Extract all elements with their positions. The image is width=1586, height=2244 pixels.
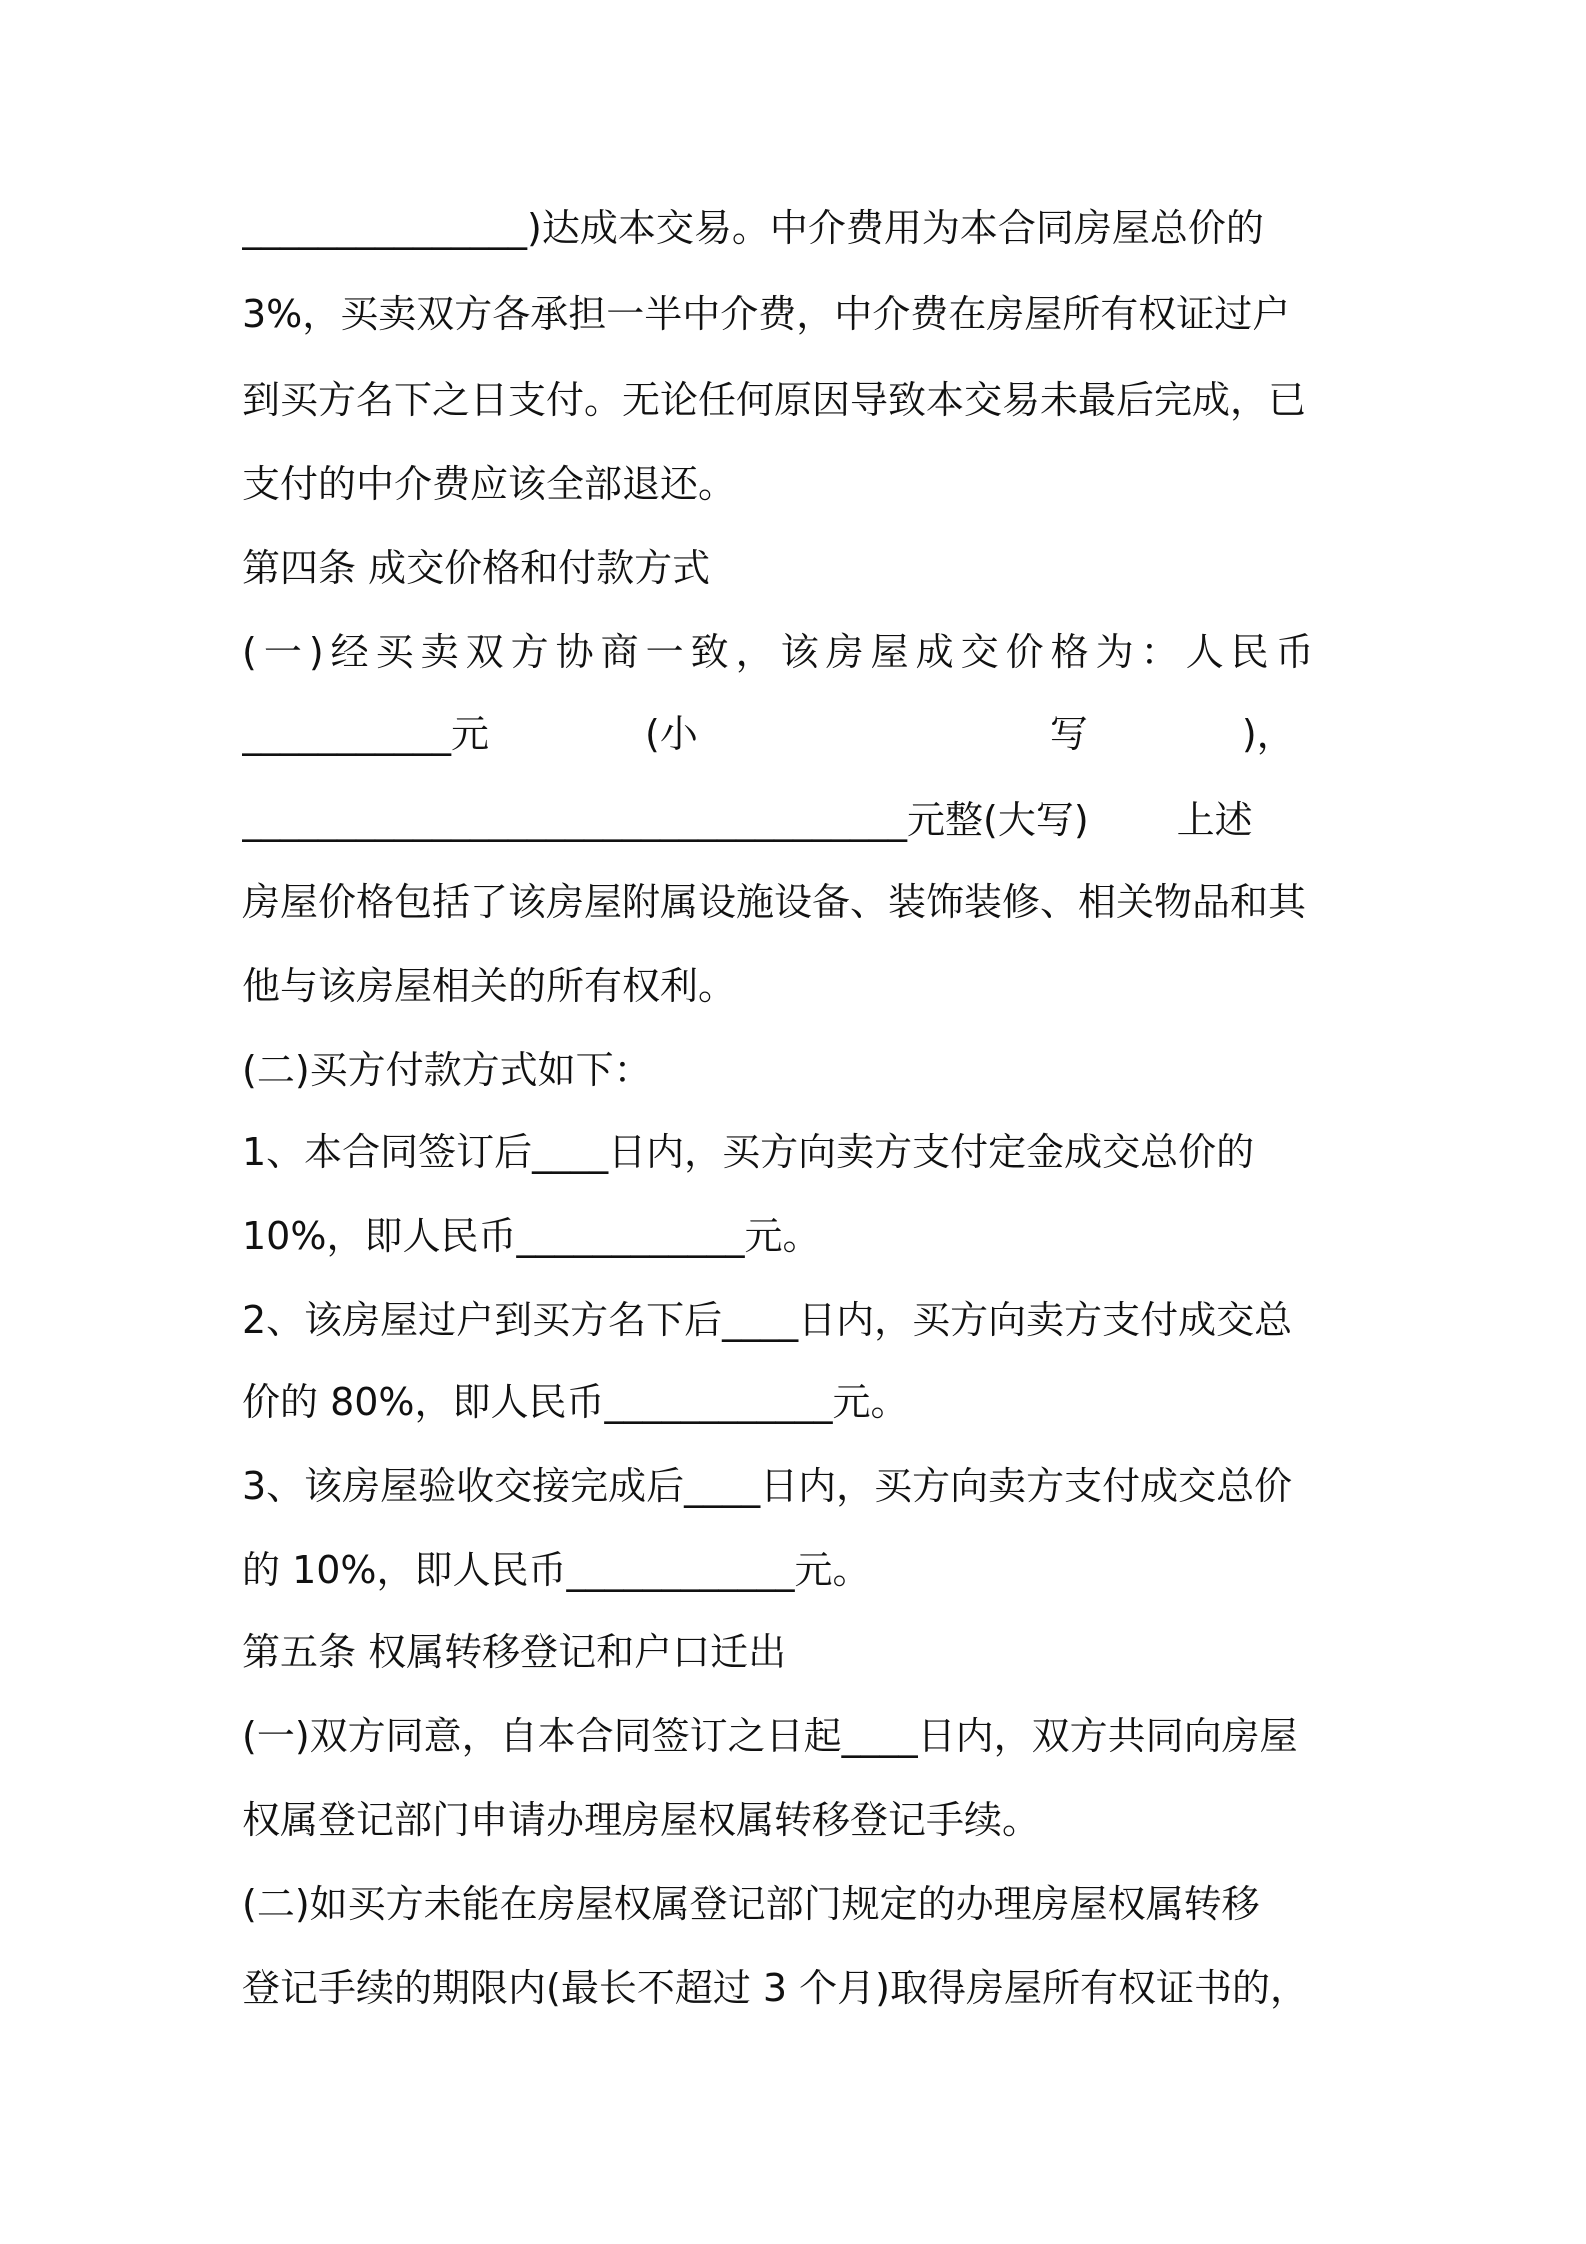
price-small-open: (小 xyxy=(645,712,698,756)
price-small-close: )， xyxy=(1241,712,1295,756)
payment-item-2-line-1: 2、该房屋过户到买方名下后____日内，买方向卖方支付成交总 xyxy=(242,1298,1293,1342)
text-line-2: 3%，买卖双方各承担一半中介费，中介费在房屋所有权证过户 xyxy=(242,292,1291,336)
payment-method-heading: (二)买方付款方式如下： xyxy=(242,1048,652,1092)
agency-blank: _______________ xyxy=(242,206,527,250)
text-line-3: 到买方名下之日支付。无论任何原因导致本交易未最后完成，已 xyxy=(242,378,1307,422)
text-line-4: 支付的中介费应该全部退还。 xyxy=(242,462,737,506)
price-paragraph-line-4: 房屋价格包括了该房屋附属设施设备、装饰装修、相关物品和其 xyxy=(242,880,1307,924)
payment-item-1-line-2: 10%，即人民币____________元。 xyxy=(242,1214,821,1258)
transfer-paragraph-2-line-2: 登记手续的期限内(最长不超过 3 个月)取得房屋所有权证书的， xyxy=(242,1966,1308,2010)
payment-item-1-line-1: 1、本合同签订后____日内，买方向卖方支付定金成交总价的 xyxy=(242,1130,1255,1174)
payment-item-3-line-1: 3、该房屋验收交接完成后____日内，买方向卖方支付成交总价 xyxy=(242,1464,1293,1508)
article-4-heading: 第四条 成交价格和付款方式 xyxy=(242,546,711,590)
price-capital-blank: ___________________________________ xyxy=(242,798,907,842)
payment-item-2-line-2: 价的 80%，即人民币____________元。 xyxy=(242,1380,909,1424)
price-yuan-label: 元 xyxy=(451,712,490,756)
text-line-1 xyxy=(242,198,1360,258)
payment-item-3-line-2: 的 10%，即人民币____________元。 xyxy=(242,1548,871,1592)
article-5-heading: 第五条 权属转移登记和户口迁出 xyxy=(242,1630,787,1674)
transfer-paragraph-1-line-2: 权属登记部门申请办理房屋权属转移登记手续。 xyxy=(242,1798,1041,1842)
price-capital-label: 元整(大写) xyxy=(907,798,1089,842)
price-above-label: 上述 xyxy=(1176,798,1253,842)
price-write-label: 写 xyxy=(1049,712,1088,756)
transfer-paragraph-1-line-1: (一)双方同意，自本合同签订之日起____日内，双方共同向房屋 xyxy=(242,1714,1298,1758)
price-small-blank: ___________ xyxy=(242,712,451,756)
price-paragraph-line-3 xyxy=(242,790,1360,850)
transfer-paragraph-2-line-1: (二)如买方未能在房屋权属登记部门规定的办理房屋权属转移 xyxy=(242,1882,1260,1926)
agency-fee-text: )达成本交易。中介费用为本合同房屋总价的 xyxy=(527,206,1264,250)
price-paragraph-line-1: (一)经买卖双方协商一致，该房屋成交价格为：人民币 xyxy=(242,630,1321,674)
price-paragraph-line-5: 他与该房屋相关的所有权利。 xyxy=(242,964,737,1008)
price-paragraph-line-2 xyxy=(242,704,1360,764)
